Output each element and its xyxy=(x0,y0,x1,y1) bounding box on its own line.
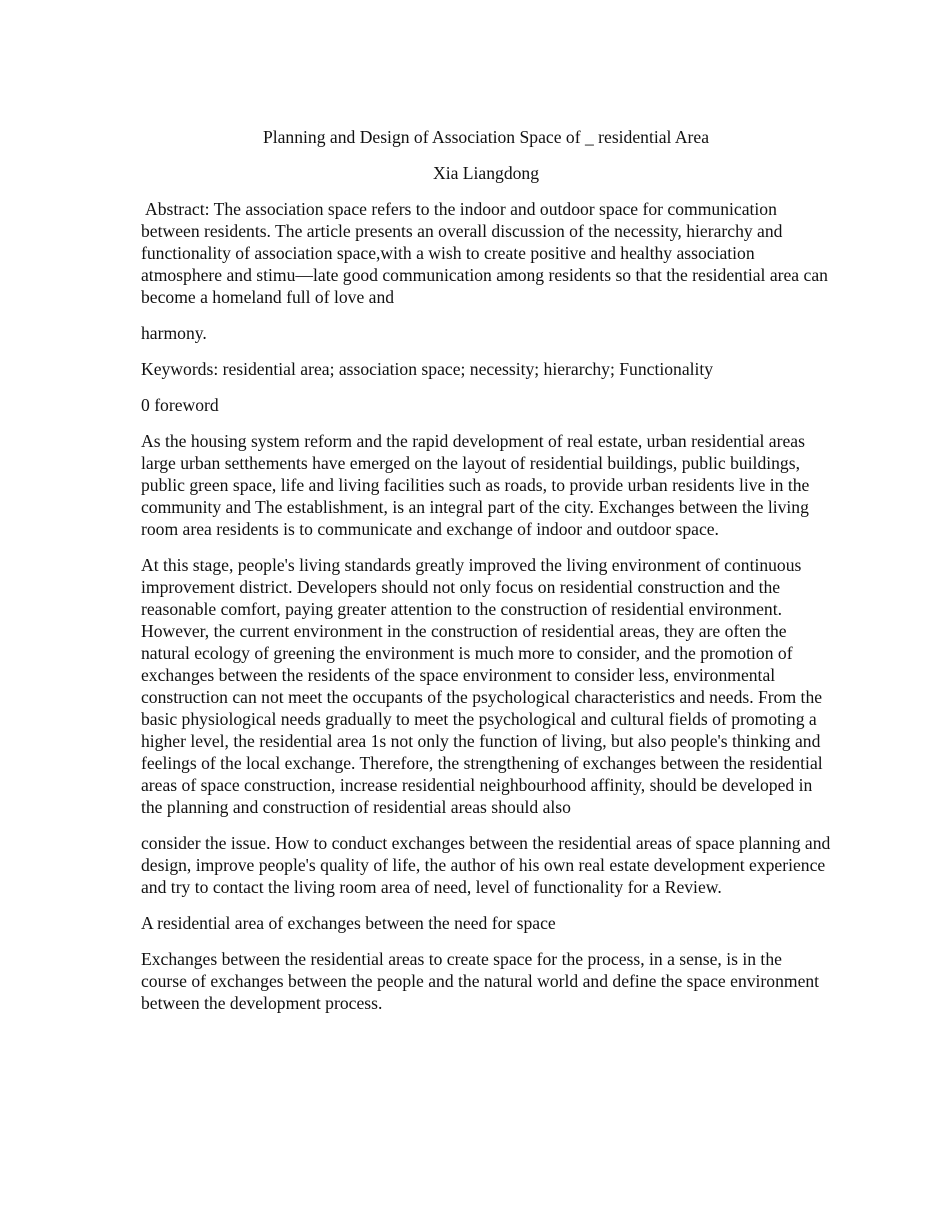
document-page xyxy=(141,126,831,1028)
body-paragraph: Exchanges between the residential areas to create space for the process, in a sense, is in the course of exchanges between the people and the natural world and define the space environment between the development process. xyxy=(141,949,820,1013)
body-paragraph: consider the issue. How to conduct exchanges between the residential areas of space planning and design, improve people's quality of life, the author of his own real estate development experience and try to contact the living room area of need, level of functionality for a Review. xyxy=(141,833,831,897)
document-title: Planning and Design of Association Space of _ residential Area xyxy=(262,127,710,147)
section-heading-foreword: 0 foreword xyxy=(141,395,219,415)
body-paragraph: As the housing system reform and the rapid development of real estate, urban residential areas large urban setthements have emerged on the layout of residential buildings, public buildings, public green space, life and living facilities such as roads, to provide urban residents live in the community and The establishment, is an integral part of the city. Exchanges between the living room area residents is to communicate and exchange of indoor and outdoor space. xyxy=(141,431,810,539)
body-paragraph: At this stage, people's living standards greatly improved the living environment of continuous improvement district. Developers should not only focus on residential construction and the reasonable comfort, paying greater attention to the construction of residential environment. However, the current environment in the construction of residential areas, they are often the natural ecology of greening the environment is much more to consider, and the promotion of exchanges between the residents of the space environment to consider less, environmental construction can not meet the occupants of the psychological characteristics and needs. From the basic physiological needs gradually to meet the psychological and cultural fields of promoting a higher level, the residential area 1s not only the function of living, but also people's thinking and feelings of the local exchange. Therefore, the strengthening of exchanges between the residential areas of space construction, increase residential neighbourhood affinity, should be developed in the planning and construction of residential areas should also xyxy=(141,555,823,817)
keywords-line: Keywords: residential area; association space; necessity; hierarchy; Functionality xyxy=(141,359,714,379)
section-heading-need-for-space: A residential area of exchanges between the need for space xyxy=(141,913,556,933)
document-author: Xia Liangdong xyxy=(432,163,540,183)
abstract-tail: harmony. xyxy=(141,323,207,343)
abstract-paragraph: Abstract: The association space refers to the indoor and outdoor space for communication between residents. The article presents an overall discussion of the necessity, hierarchy and functionality of association space,with a wish to create positive and healthy association atmosphere and stimu—late good communication among residents so that the residential area can become a homeland full of love and xyxy=(141,199,828,307)
